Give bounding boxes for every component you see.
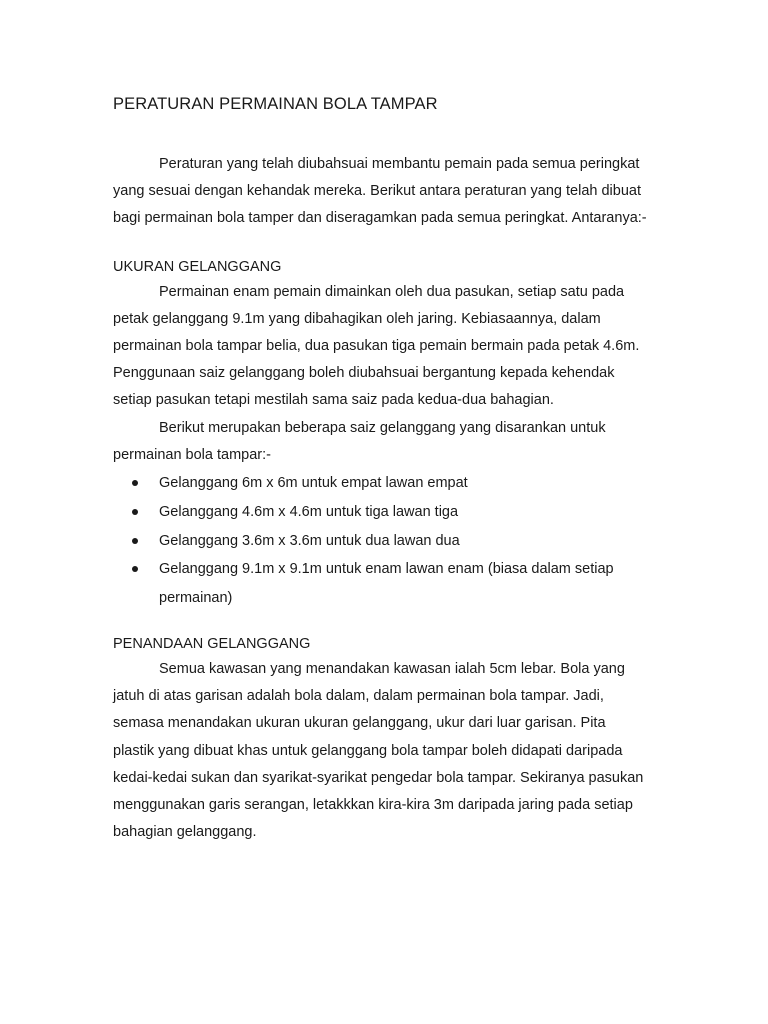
- list-item-text: Gelanggang 4.6m x 4.6m untuk tiga lawan tiga: [159, 503, 459, 520]
- list-item-text: Gelanggang 6m x 6m untuk empat lawan empat: [159, 475, 468, 492]
- bullet-icon: [132, 538, 138, 544]
- list-item: [113, 555, 648, 613]
- bullet-icon: [132, 480, 138, 486]
- intro-paragraph: Peraturan yang telah diubahsuai membantu pemain pada semua peringkat yang sesuai dengan kehandak mereka. Berikut antara peraturan yang telah dibuat bagi permainan bola tamper dan diseragamkan pada semua peringkat. Antaranya:-: [113, 156, 647, 227]
- bullet-icon: [132, 509, 138, 515]
- section-heading-court-size: UKURAN GELANGGANG: [113, 258, 282, 275]
- list-item: [113, 498, 648, 527]
- bullet-icon: [132, 566, 138, 572]
- court-marking-paragraph: Semua kawasan yang menandakan kawasan ialah 5cm lebar. Bola yang jatuh di atas garisan adalah bola dalam, dalam permainan bola tampar. Jadi, semasa menandakan ukuran ukuran gelanggang, ukur dari luar garisan. Pita plastik yang dibuat khas untuk gelanggang bola tampar boleh didapati daripada kedai-kedai sukan dan syarikat-syarikat pengedar bola tampar. Sekiranya pasukan menggunakan garis serangan, letakkkan kira-kira 3m daripada jaring pada setiap bahagian gelanggang.: [113, 661, 644, 841]
- list-item: [113, 527, 648, 556]
- court-size-paragraph: Permainan enam pemain dimainkan oleh dua pasukan, setiap satu pada petak gelanggang 9.1m yang dibahagikan oleh jaring. Kebiasaannya, dalam permainan bola tampar belia, dua pasukan tiga pemain bermain pada petak 4.6m. Penggunaan saiz gelanggang boleh diubahsuai bergantung kepada kehendak setiap pasukan tetapi mestilah sama saiz pada kedua-dua bahagian.: [113, 283, 640, 409]
- section-heading-court-marking: PENANDAAN GELANGGANG: [113, 636, 311, 653]
- court-size-list: [113, 469, 648, 613]
- list-item-text: Gelanggang 9.1m x 9.1m untuk enam lawan enam (biasa dalam setiap permainan): [159, 561, 614, 607]
- recommended-sizes-paragraph: Berikut merupakan beberapa saiz gelanggang yang disarankan untuk permainan bola tampar:-: [113, 419, 606, 463]
- document-title: PERATURAN PERMAINAN BOLA TAMPAR: [113, 95, 438, 113]
- list-item: [113, 469, 648, 498]
- list-item-text: Gelanggang 3.6m x 3.6m untuk dua lawan dua: [159, 532, 460, 549]
- document-body: [113, 91, 648, 846]
